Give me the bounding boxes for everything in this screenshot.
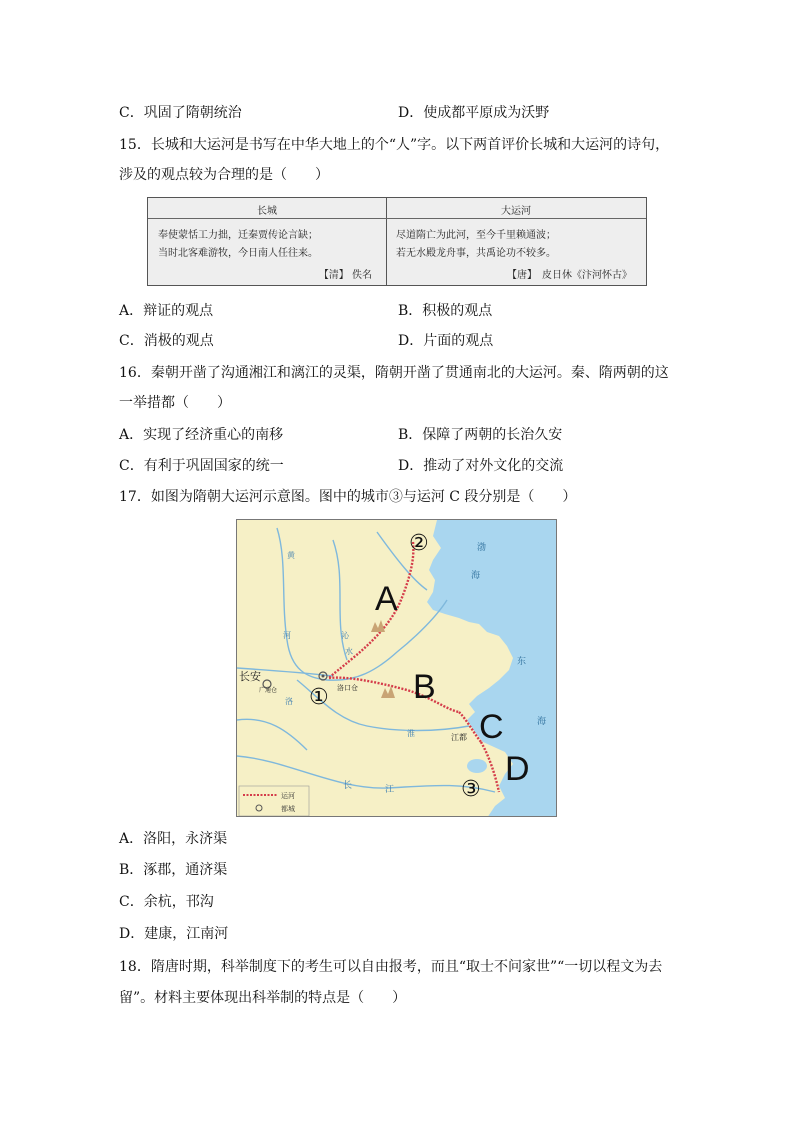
canal-label-d: D [505, 750, 530, 788]
q17-option-c: C．余杭，邗沟 [119, 894, 214, 910]
q17-stem: 17．如图为隋朝大运河示意图。图中的城市③与运河 C 段分别是（ ） [119, 489, 577, 505]
q14-option-c: C．巩固了隋朝统治 [119, 105, 242, 121]
q17-option-d: D．建康，江南河 [119, 926, 229, 942]
sea-label-bohai-2: 海 [471, 571, 481, 581]
canal-label-b: B [413, 668, 436, 706]
q16-option-c: C．有利于巩固国家的统一 [119, 458, 284, 474]
poem-grand-canal [386, 198, 646, 285]
sea-label-bohai-1: 渤 [477, 543, 487, 553]
q15-option-a: A．辩证的观点 [119, 303, 214, 319]
q15-stem-line1: 15．长城和大运河是书写在中华大地上的个“人”字。以下两首评价长城和大运河的诗句， [119, 137, 670, 153]
city-label-changan: 长安 [239, 670, 261, 683]
river-label-jiang: 江 [385, 785, 395, 795]
q16-option-b: B．保障了两朝的长治久安 [398, 427, 563, 443]
city-marker-2: ② [409, 531, 429, 556]
poem-left-line2: 当时北客难游牧，今日南人任往来。 [158, 248, 318, 259]
sui-grand-canal-map [236, 519, 557, 817]
map-legend [239, 786, 309, 816]
poem-left-header: 长城 [257, 206, 277, 217]
sea-label-east-2: 海 [537, 717, 547, 727]
q16-option-a: A．实现了经济重心的南移 [119, 427, 284, 443]
poem-right-source: 【唐】 皮日休《汴河怀古》 [507, 270, 632, 281]
poem-right-line1: 尽道隋亡为此河，至今千里赖通波； [396, 230, 556, 241]
q14-option-d: D．使成都平原成为沃野 [398, 105, 550, 121]
poem-great-wall [148, 198, 387, 285]
poem-right-line2: 若无水殿龙舟事，共禹论功不较多。 [396, 248, 556, 259]
q15-option-d: D．片面的观点 [398, 333, 494, 349]
q17-option-b: B．涿郡，通济渠 [119, 862, 228, 878]
river-label-luo: 洛 [285, 697, 293, 706]
q18-stem-line1: 18．隋唐时期，科举制度下的考生可以自由报考，而且“取士不问家世”“一切以程文为去 [119, 959, 663, 975]
poem-left-source: 【清】 佚名 [318, 270, 372, 281]
river-label-huang: 黄 [287, 551, 295, 560]
poem-right-header: 大运河 [501, 206, 531, 217]
river-label-qin: 沁 [341, 631, 349, 640]
city-label-jiangdu: 江都 [451, 733, 467, 742]
river-label-huai: 淮 [407, 729, 415, 738]
poem-left-line1: 奉使蒙恬工力拙，迁秦贾传论言缺； [158, 230, 318, 241]
river-label-he: 河 [283, 631, 291, 640]
q18-stem-line2: 留”。材料主要体现出科举制的特点是（ ） [119, 990, 407, 1006]
q17-option-a: A．洛阳，永济渠 [119, 831, 228, 847]
city-marker-1: ① [309, 685, 329, 710]
river-label-chang: 长 [343, 781, 353, 791]
legend-canal-label: 运河 [281, 792, 295, 800]
q16-option-d: D．推动了对外文化的交流 [398, 458, 564, 474]
canal-label-c: C [479, 708, 504, 746]
q15-stem-line2: 涉及的观点较为合理的是（ ） [119, 167, 329, 183]
granary-label: 洛口仓 [337, 684, 358, 692]
map-lake [467, 759, 487, 773]
sea-label-east-1: 东 [517, 657, 527, 667]
city-marker-3: ③ [461, 777, 481, 802]
legend-capital-label: 都城 [281, 805, 295, 813]
q16-stem-line2: 一举措都（ ） [119, 395, 231, 411]
river-label-shui: 水 [345, 647, 353, 656]
poem-table [147, 197, 647, 286]
q16-stem-line1: 16．秦朝开凿了沟通湘江和漓江的灵渠，隋朝开凿了贯通南北的大运河。秦、隋两朝的这 [119, 365, 669, 381]
canal-label-a: A [375, 580, 398, 618]
granary-label-2: 广通仓 [259, 687, 278, 694]
q15-option-c: C．消极的观点 [119, 333, 214, 349]
capital-dot-icon [322, 675, 325, 678]
q15-option-b: B．积极的观点 [398, 303, 493, 319]
